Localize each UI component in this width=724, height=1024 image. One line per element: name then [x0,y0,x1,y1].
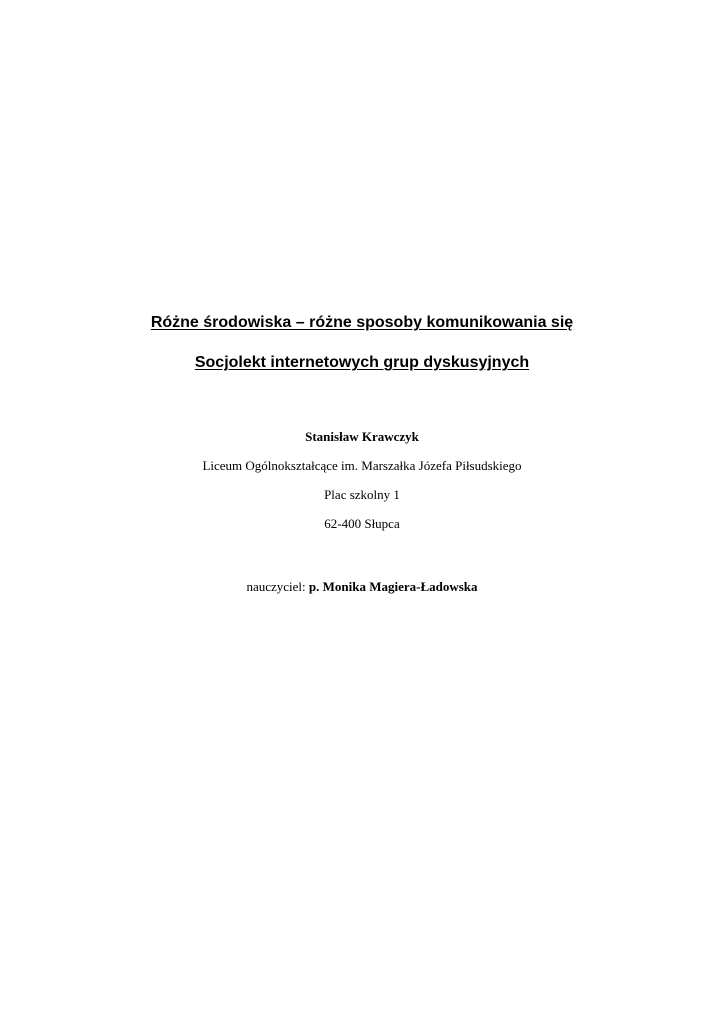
teacher-name: p. Monika Magiera-Ładowska [308,579,478,594]
school-city: 62-400 Słupca [324,516,400,531]
document-subtitle: Socjolekt internetowych grup dyskusyjnych [194,354,530,371]
school-name: Liceum Ogólnokształcące im. Marszałka Józefa Piłsudskiego [202,458,522,473]
document-title: Różne środowiska – różne sposoby komunikowania się [150,314,574,331]
teacher-line [0,579,724,595]
teacher-label: nauczyciel: [246,579,306,594]
author-name: Stanisław Krawczyk [305,429,419,444]
school-street: Plac szkolny 1 [324,487,400,502]
